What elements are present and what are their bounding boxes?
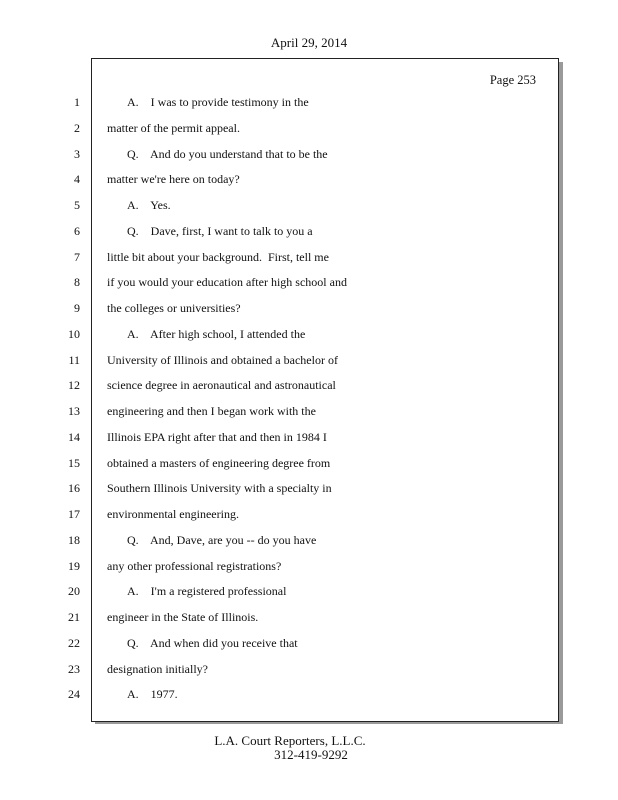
line-number: 22 — [68, 636, 80, 650]
transcript-line: designation initially? — [107, 662, 208, 676]
line-number: 9 — [74, 301, 80, 315]
transcript-line: matter we're here on today? — [107, 172, 240, 186]
line-number: 15 — [68, 456, 80, 470]
transcript-line: obtained a masters of engineering degree from — [107, 456, 331, 470]
line-number: 1 — [74, 95, 80, 109]
line-number: 5 — [74, 198, 80, 212]
transcript-line: Q. Dave, first, I want to talk to you a — [127, 224, 313, 238]
footer-phone: 312-419-9292 — [274, 747, 348, 762]
line-number: 8 — [74, 275, 80, 289]
transcript-line: A. I'm a registered professional — [127, 584, 287, 598]
line-number: 18 — [68, 533, 80, 547]
line-number: 24 — [68, 687, 80, 701]
line-number: 6 — [74, 224, 80, 238]
line-number: 17 — [68, 507, 80, 521]
transcript-line: science degree in aeronautical and astronautical — [107, 378, 336, 392]
transcript-line: the colleges or universities? — [107, 301, 241, 315]
line-number: 20 — [68, 584, 80, 598]
line-number: 7 — [74, 250, 80, 264]
line-number: 12 — [68, 378, 80, 392]
footer-company: L.A. Court Reporters, L.L.C. — [214, 733, 366, 748]
transcript-line: any other professional registrations? — [107, 559, 282, 573]
transcript-line: University of Illinois and obtained a bachelor of — [107, 353, 338, 367]
line-number: 14 — [68, 430, 80, 444]
transcript-line: Southern Illinois University with a specialty in — [107, 481, 332, 495]
page-number: Page 253 — [489, 73, 536, 87]
transcript-line: little bit about your background. First, tell me — [107, 250, 329, 264]
line-number: 2 — [74, 121, 80, 135]
line-number: 10 — [68, 327, 80, 341]
line-number: 4 — [74, 172, 80, 186]
transcript-line: engineer in the State of Illinois. — [107, 610, 259, 624]
transcript-line: Q. And, Dave, are you -- do you have — [127, 533, 317, 547]
transcript-line: A. After high school, I attended the — [127, 327, 306, 341]
transcript-line: engineering and then I began work with the — [107, 404, 316, 418]
transcript-line: A. Yes. — [127, 198, 171, 212]
transcript-line: matter of the permit appeal. — [107, 121, 240, 135]
line-number: 21 — [68, 610, 80, 624]
line-number: 23 — [68, 662, 80, 676]
header-date: April 29, 2014 — [270, 35, 348, 50]
transcript-line: A. I was to provide testimony in the — [127, 95, 309, 109]
line-number: 11 — [68, 353, 80, 367]
transcript-line: if you would your education after high school and — [107, 275, 347, 289]
line-number: 3 — [74, 147, 80, 161]
transcript-line: Q. And do you understand that to be the — [127, 147, 328, 161]
transcript-line: environmental engineering. — [107, 507, 239, 521]
transcript-line: Q. And when did you receive that — [127, 636, 298, 650]
line-number: 13 — [68, 404, 80, 418]
line-number: 16 — [68, 481, 80, 495]
transcript-line: Illinois EPA right after that and then in 1984 I — [107, 430, 327, 444]
line-number: 19 — [68, 559, 80, 573]
transcript-line: A. 1977. — [127, 687, 178, 701]
